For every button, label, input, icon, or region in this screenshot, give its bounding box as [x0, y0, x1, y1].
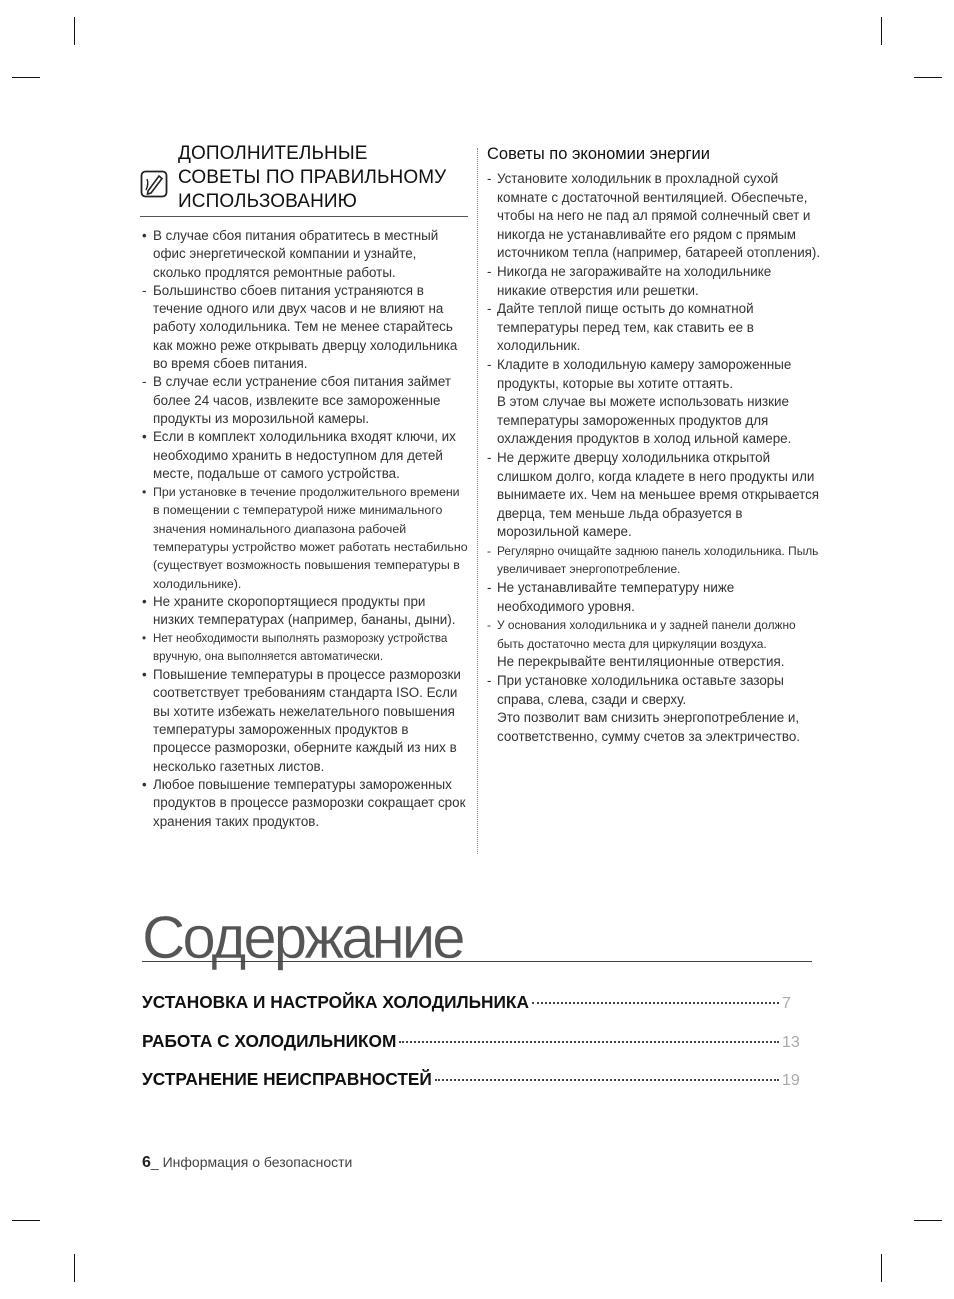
list-item: - При установке холодильника оставьте зазоры справа, слева, сзади и сверху. Это позволит вам снизить энергопотребление и, соответственно, сумму счетов за электричество.	[487, 672, 822, 746]
tips-list	[140, 227, 468, 831]
crop-mark	[12, 1220, 40, 1221]
crop-mark	[914, 77, 942, 78]
list-item: - У основания холодильника и у задней панели должно быть достаточно места для циркуляции воздуха. Не перекрывайте вентиляционные отверстия.	[487, 616, 822, 672]
list-item-continuation: В этом случае вы можете использовать низкие температуры замороженных продуктов для охлаждения продуктов в холод ильной камере.	[497, 394, 792, 447]
toc-title: Содержание	[142, 904, 463, 971]
list-item-continuation: Это позволит вам снизить энергопотребление и, соответственно, сумму счетов за электричество.	[497, 710, 801, 744]
right-column	[487, 142, 822, 746]
note-pencil-icon	[140, 170, 168, 198]
list-item: - Дайте теплой пище остыть до комнатной температуры перед тем, как ставить ее в холодильник.	[487, 301, 754, 354]
toc-entry-label: УСТАНОВКА И НАСТРОЙКА ХОЛОДИЛЬНИКА	[142, 992, 529, 1012]
section-title	[178, 142, 446, 214]
toc-entry-label: РАБОТА С ХОЛОДИЛЬНИКОМ	[142, 1031, 397, 1051]
toc-entry[interactable]	[142, 992, 802, 1013]
list-item: • При установке в течение продолжительного времени в помещении с температурой ниже минимального значения номинального диапазона рабочей температуры устройство может работать нестабильно (существует возможность повышения температуры в холодильнике).	[142, 485, 468, 591]
crop-mark	[12, 77, 40, 78]
list-item: • В случае сбоя питания обратитесь в местный офис энергетической компании и узнайте, сколько продлятся ремонтные работы.	[142, 228, 439, 280]
crop-mark	[74, 17, 75, 45]
crop-mark	[881, 17, 882, 45]
list-item: - В случае если устранение сбоя питания займет более 24 часов, извлеките все замороженные продукты из морозильной камеры.	[142, 374, 451, 426]
table-of-contents	[142, 904, 812, 1089]
crop-mark	[74, 1254, 75, 1282]
list-item: • Повышение температуры в процессе разморозки соответствует требованиям стандарта ISO. Если вы хотите избежать нежелательного повышения температуры замороженных продуктов в процессе разморозки, оберните каждый из них в несколько газетных листов.	[142, 667, 461, 774]
list-item: - Кладите в холодильную камеру замороженные продукты, которые вы хотите оттаять. В этом случае вы можете использовать низкие температуры замороженных продуктов для охлаждения продуктов в холод ильной камере.	[487, 356, 822, 449]
toc-entry[interactable]	[142, 1031, 802, 1052]
toc-leader-dots	[532, 1002, 779, 1004]
toc-rule	[142, 961, 812, 962]
list-item: • Не храните скоропортящиеся продукты при низких температурах (например, бананы, дыни).	[142, 593, 456, 628]
list-item: • Если в комплект холодильника входят ключи, их необходимо хранить в недоступном для детей месте, подальше от самого устройства.	[142, 429, 456, 481]
crop-mark	[881, 1254, 882, 1282]
list-item: - Большинство сбоев питания устраняются в течение одного или двух часов и не влияют на работу холодильника. Тем не менее старайтесь как можно реже открывать дверцу холодильника во время сбоев питания.	[142, 282, 458, 372]
column-divider	[477, 148, 478, 854]
left-column	[140, 142, 468, 831]
footer-section: Информация о безопасности	[158, 1154, 353, 1170]
title-line: ДОПОЛНИТЕЛЬНЫЕ	[178, 143, 368, 164]
title-line: ИСПОЛЬЗОВАНИЮ	[178, 191, 357, 212]
toc-entry-label: УСТРАНЕНИЕ НЕИСПРАВНОСТЕЙ	[142, 1069, 432, 1089]
list-item: - Регулярно очищайте заднюю панель холодильника. Пыль увеличивает энергопотребление.	[487, 543, 819, 577]
page-number: 6	[142, 1154, 151, 1171]
list-item-continuation: Не перекрывайте вентиляционные отверстия.	[497, 654, 785, 670]
list-item: - Не устанавливайте температуру ниже необходимого уровня.	[487, 580, 735, 614]
crop-mark	[914, 1220, 942, 1221]
section-heading	[140, 142, 468, 217]
toc-page-number: 7	[782, 995, 791, 1012]
footer-separator: _	[150, 1154, 159, 1170]
list-item: • Нет необходимости выполнять разморозку устройства вручную, она выполняется автоматически.	[142, 631, 448, 663]
toc-leader-dots	[399, 1041, 779, 1043]
list-item: - Установите холодильник в прохладной сухой комнате с достаточной вентиляцией. Обеспечьте, чтобы на него не пад ал прямой солнечный свет и никогда не устанавливайте его рядом с прямым источником тепла (например, батареей отопления).	[487, 171, 821, 261]
list-item: - Не держите дверцу холодильника открытой слишком долго, когда кладете в него продукты или вынимаете их. Чем на меньшее время открывается дверца, тем меньше льда образуется в морозильной камере.	[487, 449, 820, 540]
toc-leader-dots	[435, 1079, 779, 1081]
energy-tips-list	[487, 170, 822, 746]
list-item: - Никогда не загораживайте на холодильнике никакие отверстия или решетки.	[487, 263, 772, 298]
list-item: • Любое повышение температуры замороженных продуктов в процессе разморозки сокращает срок хранения таких продуктов.	[142, 776, 466, 829]
page-footer	[142, 1154, 352, 1172]
toc-page-number: 13	[782, 1034, 800, 1051]
toc-entry[interactable]	[142, 1069, 802, 1090]
toc-page-number: 19	[782, 1072, 800, 1089]
title-line: СОВЕТЫ ПО ПРАВИЛЬНОМУ	[178, 167, 447, 188]
energy-tips-title: Советы по экономии энергии	[487, 145, 710, 163]
